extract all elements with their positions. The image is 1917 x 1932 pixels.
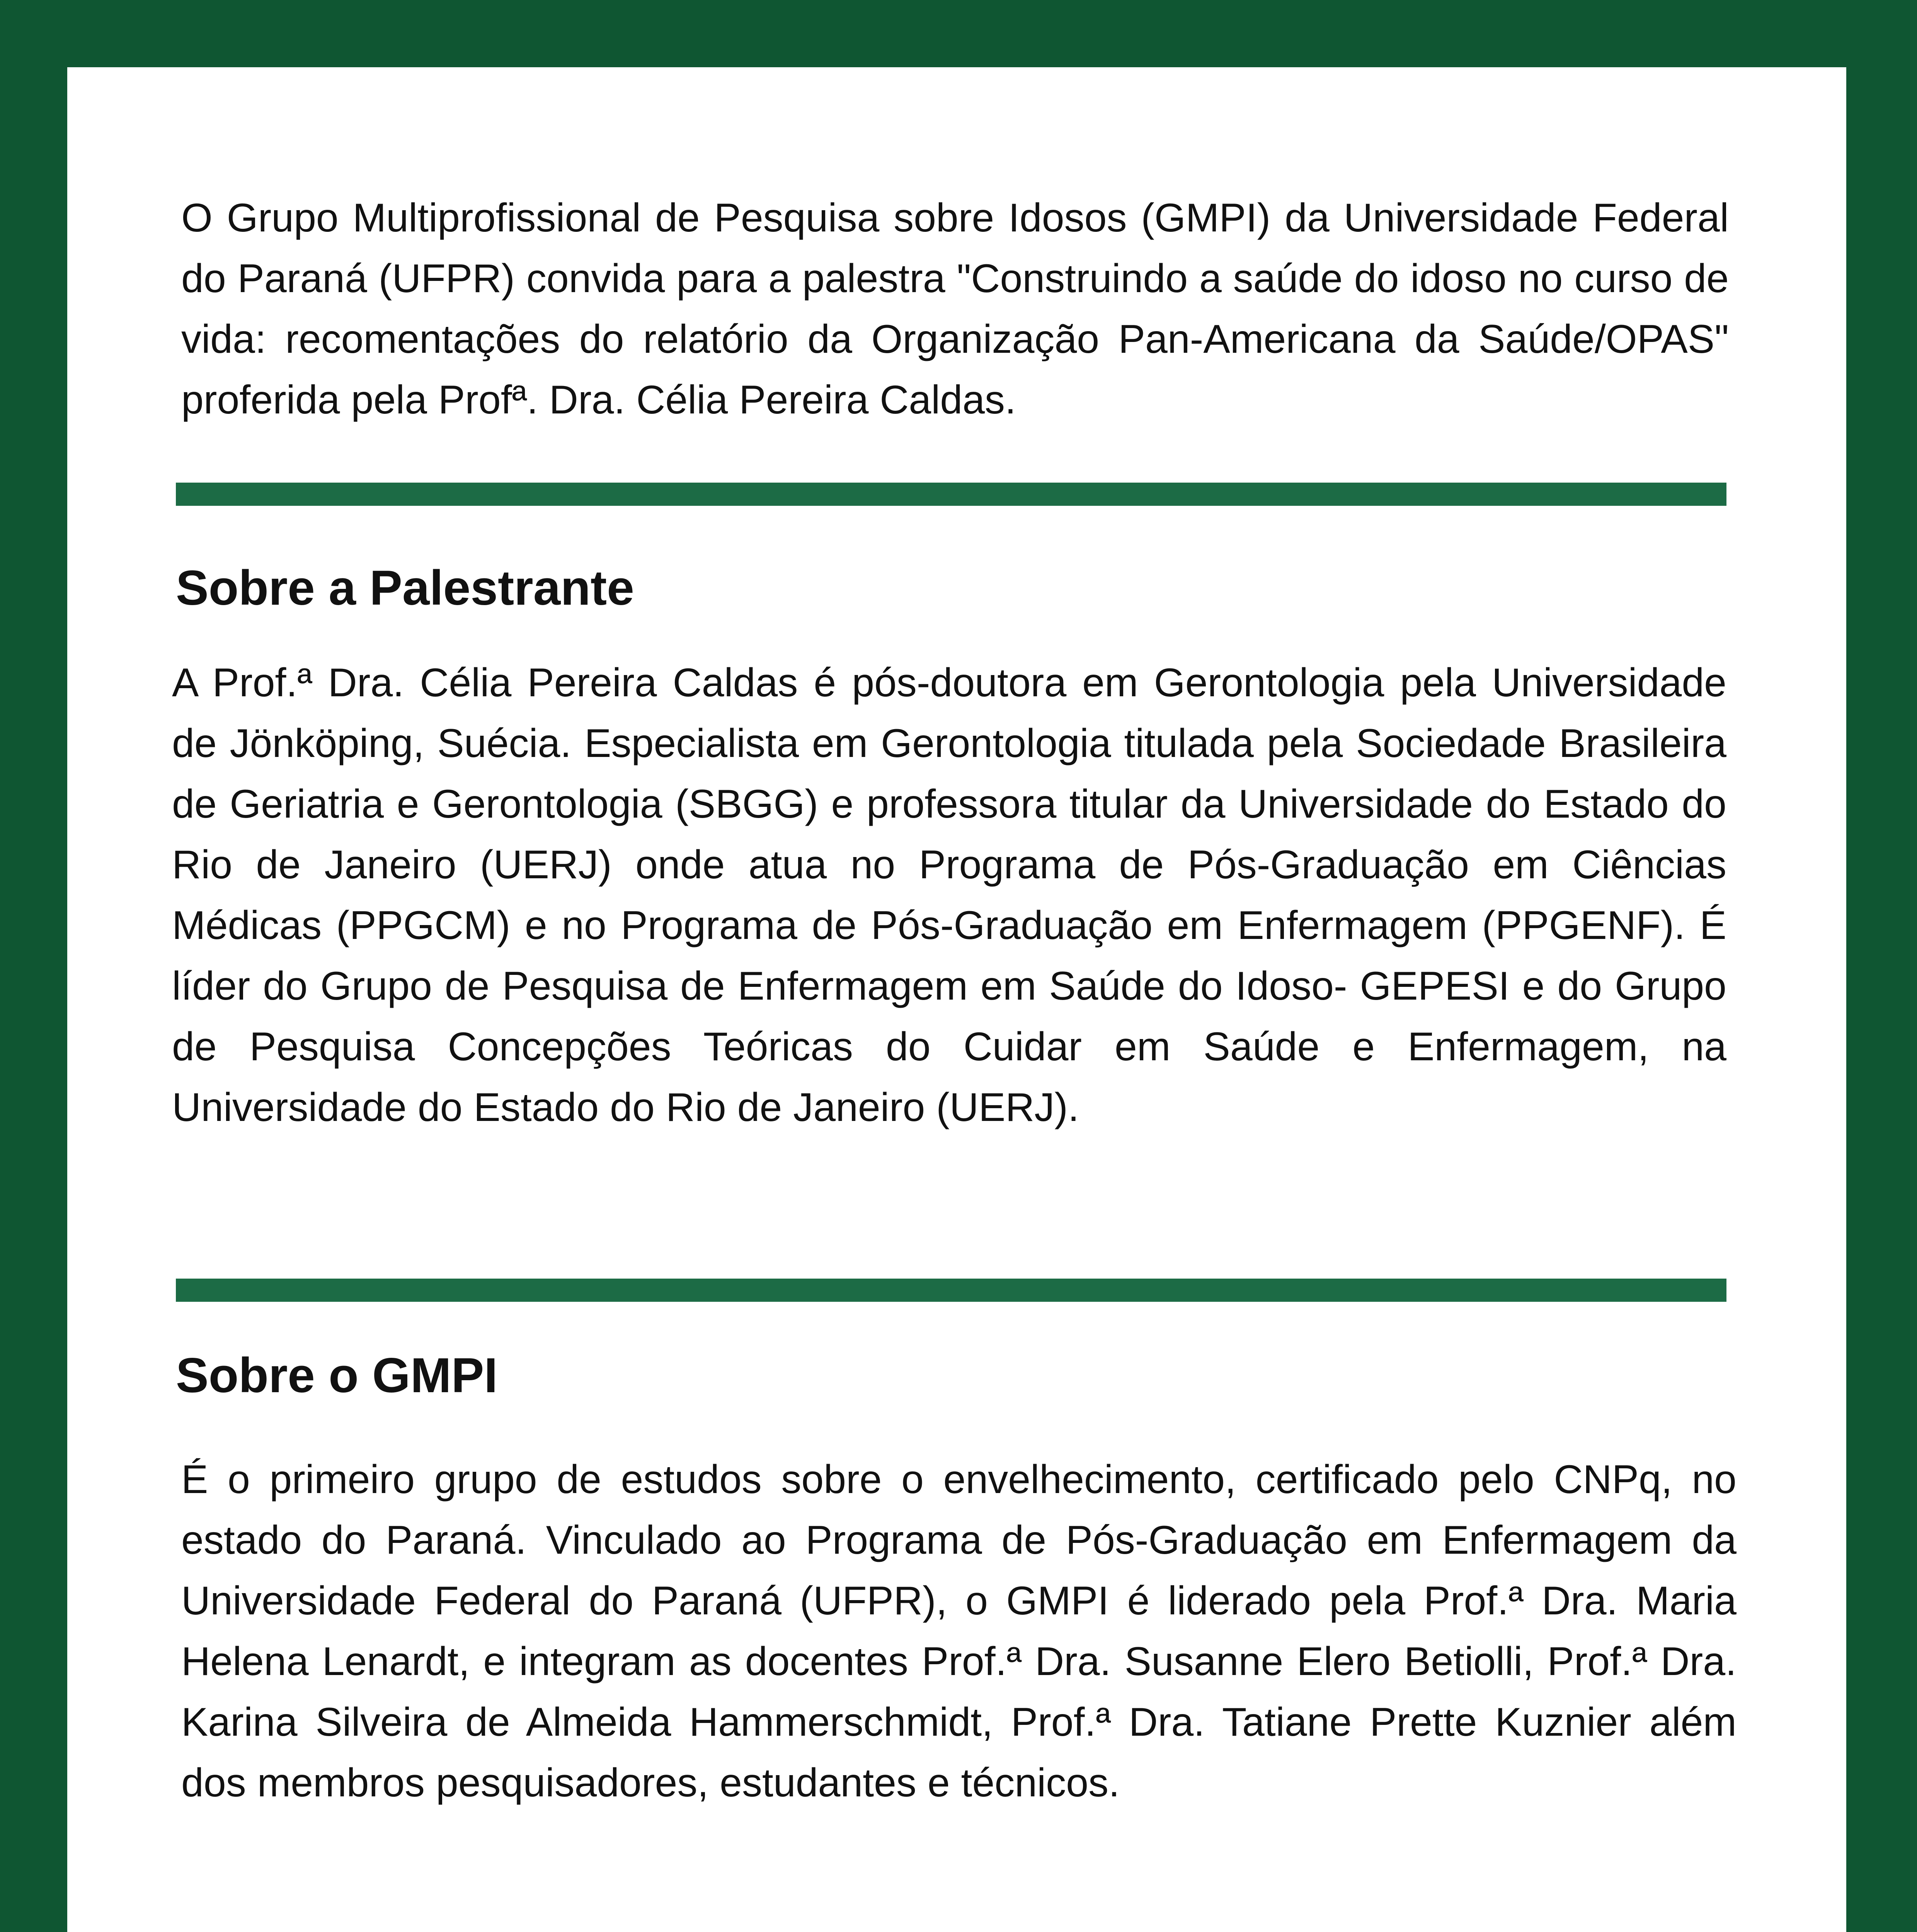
flyer-page [67,67,1846,1932]
section-divider [176,483,1726,506]
gmpi-paragraph: É o primeiro grupo de estudos sobre o envelhecimento, certificado pelo CNPq, no estado do Paraná. Vinculado ao Programa de Pós-Graduação em Enfermagem da Universidade Federal do Paraná (UFPR), o GMPI é liderado pela Prof.ª Dra. Maria Helena Lenardt, e integram as docentes Prof.ª Dra. Susanne Elero Betiolli, Prof.ª Dra. Karina Silveira de Almeida Hammerschmidt, Prof.ª Dra. Tatiane Prette Kuznier além dos membros pesquisadores, estudantes e técnicos. [181,1457,1737,1805]
intro-paragraph: O Grupo Multiprofissional de Pesquisa sobre Idosos (GMPI) da Universidade Federal do Paraná (UFPR) convida para a palestra "Construindo a saúde do idoso no curso de vida: recomentações do relatório da Organização Pan-Americana da Saúde/OPAS" proferida pela Profª. Dra. Célia Pereira Caldas. [181,196,1729,422]
speaker-heading: Sobre a Palestrante [176,560,634,615]
gmpi-heading: Sobre o GMPI [176,1348,498,1403]
section-divider [176,1279,1726,1302]
speaker-paragraph: A Prof.ª Dra. Célia Pereira Caldas é pós-doutora em Gerontologia pela Universidade de Jönköping, Suécia. Especialista em Gerontologia titulada pela Sociedade Brasileira de Geriatria e Gerontologia (SBGG) e professora titular da Universidade do Estado do Rio de Janeiro (UERJ) onde atua no Programa de Pós-Graduação em Ciências Médicas (PPGCM) e no Programa de Pós-Graduação em Enfermagem (PPGENF). É líder do Grupo de Pesquisa de Enfermagem em Saúde do Idoso- GEPESI e do Grupo de Pesquisa Concepções Teóricas do Cuidar em Saúde e Enfermagem, na Universidade do Estado do Rio de Janeiro (UERJ). [172,660,1726,1130]
